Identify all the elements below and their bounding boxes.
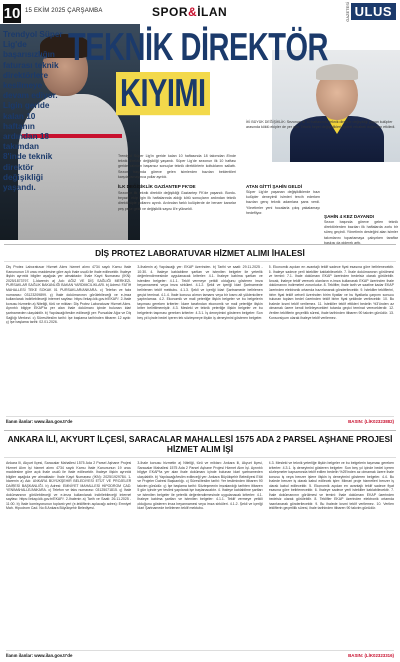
notice-column-1: Ankara İli, Akyurt İlçesi, Saracalar Mahallesi 1575 Ada 2 Parsel Aşhane Projesi Hizmet Alım İşi hizmet alımı 4734 sayılı Kamu İhale Kanununun 19 uncu maddesine göre açık ihale usulü ile ihale edilecektir. İhaleye ilişkin ayrıntılı bilgiler aşağıda yer almaktadır: İhale Kayıt Numarası (İKN): 2025/1929784. 1-İdarenin a) Adı: ANKARA BÜYÜKŞEHİR BELEDİYESİ ETÜT VE PROJELER DAİRESİ BAŞKANLIĞI. b) Adresi: EMNİYET MAHALLESİ HİPODROM CAD. YENİMAHALLE/ANKARA. c) Telefon ve faks numarası: 03125071815. ç) İhale dokümanının görülebileceği ve e-imza kullanılarak indirilebileceği internet sayfası: https://ekap.kik.gov.tr/EKAP/. 2-İhalenin a) Tarih ve Saati: 26.11.2025 - 11:00. b) İhale komisyonunun toplantı yeri (e-tekliflerin açılacağı adres): Emniyet Mah. Hipodrom Cad. No:5 Ankara Büyükşehir Belediyesi. bbox=[6, 461, 132, 510]
section-title bbox=[152, 5, 227, 19]
brand-tag: GAZETESİ bbox=[344, 1, 350, 22]
tender-notice-dental bbox=[4, 244, 396, 424]
page-number: 10 bbox=[3, 5, 21, 22]
lead-paragraph-2: Sezonun ilk teknik direktör değişikliği Gaziantep FK'de yaşandı. Bordo-beyazlı ekip ligin ilk haftalarında aldığı kötü sonuçların ardından teknik direktörüyle yollarını ayırdı. Ardından farklı kulüplerde de benzer kararlar peş peşe geldi ve değişiklik sayısı 8'e yükseldi. bbox=[118, 191, 236, 211]
notice-column-2: 3-İhale konusu hizmetin a) Niteliği, türü ve miktarı: Ankara İli, Akyurt İlçesi, Saracalar Mahallesi 1575 Ada 2 Parsel Aşhane Projesi Hizmet Alım İşi. Ayrıntılı bilgiye EKAP'ta yer alan ihale dokümanı içinde bulunan idari şartnameden ulaşılabilir. b) Yapılacağı/teslim edileceği yer: Ankara Büyükşehir Belediyesi Etüt ve Projeler Dairesi Başkanlığı. c) Süresi/teslim tarihi: Yer tesliminden itibaren 90 takvim günüdür. ç) İşe başlama tarihi: Sözleşmenin imzalandığı tarihten itibaren 5 gün içinde yer teslimi yapılarak işe başlanacaktır. 4. İhaleye katılabilme şartları ve istenilen belgeler ile yeterlik değerlendirmesinde uygulanacak kriterler: 4.1. İhaleye katılma şartları ve istenilen belgeler: 4.1.1. Teklif vermeye yetkili olduğunu gösteren imza beyannamesi veya imza sirküleri. 4.1.2. Şekli ve içeriği İdari Şartnamede belirlenen teklif mektubu. bbox=[137, 461, 263, 510]
notice-title: DİŞ PROTEZ LABORATUVAR HİZMET ALIMI İHALESİ bbox=[4, 245, 396, 262]
sub-headline: İLK DEĞİŞİKLİK GAZİANTEP FK'DE bbox=[118, 184, 196, 189]
notice-footer bbox=[6, 650, 394, 658]
notice-source: İlanın ilanlar: www.ilan.gov.tr'de bbox=[6, 419, 73, 424]
notice-code: BASIN: (LİK02323316) bbox=[348, 653, 394, 658]
headline-highlight: KIYIMI bbox=[116, 72, 210, 115]
notice-footer bbox=[6, 416, 394, 424]
notice-column-3: 5. Ekonomik açıdan en avantajlı teklif sadece fiyat esasına göre belirlenecektir. 6. İhaleye sadece yerli istekliler katılabilecektir. 7. İhale dokümanının görülmesi ve temini: 7.1. İhale dokümanı EKAP üzerinden bedelsiz olarak görülebilir. Ancak, ihaleye teklif verecek olanların e-imza kullanarak EKAP üzerinden ihale dokümanını indirmeleri zorunludur. 8. Teklifler, ihale tarih ve saatine kadar EKAP üzerinden elektronik ortamda hazırlanarak gönderilecektir. 9. İstekliler tekliflerini, birim fiyat teklif cetveli üzerinden birim fiyatlar ve bu fiyatlarla çarpımı sonucu bulunan toplam bedel üzerinden teklif birim fiyat şeklinde verilecektir. 10. Bu ihalede kısmi teklif verilemez. 11. İstekliler teklif ettikleri bedelin %3'ünden az olmamak üzere kendi belirleyecekleri tutarda geçici teminat vereceklerdir. 12. Verilen tekliflerin geçerlilik süresi, ihale tarihinden itibaren 90 takvim günüdür. 13. Konsorsiyum olarak ihaleye teklif verilemez. bbox=[268, 265, 394, 320]
brand-logo bbox=[345, 3, 396, 20]
section-separator: & bbox=[188, 5, 198, 19]
notice-body bbox=[4, 458, 396, 511]
brand-name: ULUS bbox=[351, 3, 396, 20]
issue-date: 15 EKİM 2025 ÇARŞAMBA bbox=[25, 8, 103, 14]
masthead bbox=[0, 0, 400, 24]
notice-body bbox=[4, 262, 396, 325]
notice-column-1: Diş Protez Laboratuvar Hizmet Alımı hizmet alımı 4734 sayılı Kamu İhale Kanununun 19 uncu maddesine göre açık ihale usulü ile ihale edilecektir. İhaleye ilişkin ayrıntılı bilgiler aşağıda yer almaktadır: İhale Kayıt Numarası (İKN): 2025/1873797. 1-İdarenin a) Adı: AĞIZ VE DİŞ SAĞLIĞI MERKEZİ-PURSAKLAR SAĞLIK BAKANLIĞI BAKAN YARDIMCILIKLARI. b) Adresi: FATİH MAHALLESİ TEKE SOKAK 01 PURSAKLAR/ANKARA. c) Telefon ve faks numarası: 03123209899. ç) İhale dokümanının görülebileceği ve e-imza kullanılarak indirilebileceği internet sayfası: https://ekap.kik.gov.tr/EKAP/. 2-İhale konusu hizmetin a) Niteliği, türü ve miktarı: Diş Protez Laboratuvar Hizmet Alımı. Ayrıntılı bilgiye EKAP'ta yer alan ihale dokümanı içinde bulunan idari şartnameden ulaşılabilir. b) Yapılacağı/teslim edileceği yer: Pursaklar Ağız ve Diş Sağlığı Merkezi. c) Süresi/teslim tarihi: İşe başlama tarihinden itibaren 12 aydır. ç) İşe başlama tarihi: 02.01.2026. bbox=[6, 265, 132, 325]
side-headline-2: ŞAHİN 4 KEZ DAYANDI bbox=[324, 214, 374, 219]
side-headline-1: ATAN GİTTİ ŞAHİN GELDİ bbox=[246, 184, 302, 189]
section-left: SPOR bbox=[152, 5, 189, 19]
section-right: İLAN bbox=[197, 5, 228, 19]
headline-line-2 bbox=[116, 72, 210, 117]
tender-notice-ashane bbox=[4, 430, 396, 658]
headline-line-1: TEKNİK DİREKTÖR bbox=[68, 26, 328, 70]
photo-caption: İKİ BÜYÜK DEĞİŞİKLİK: Sezonun ilk 10 haftasında teknik direktör değişikliği yapan kulüpler arasında köklü ekipler de yer aldı. Teknik heyet değişiklikleri ligdeki rekabeti doğrudan etkiledi. bbox=[246, 120, 396, 130]
side-text-1: Süper Lig'de yaşanan değişikliklerde bazı kulüpler deneyimli isimleri tercih ederken bazıları genç teknik adamlara şans verdi. Yönetimler yeni hocalarla çıkış yakalamayı hedefliyor. bbox=[246, 190, 320, 215]
notice-column-3: 4.3. Mesleki ve teknik yeterliğe ilişkin belgeler ve bu belgelerin taşıması gereken kriterler: 4.3.1. İş deneyimini gösteren belgeler: Son beş yıl içinde bedel içeren sözleşmeler kapsamında teklif edilen bedelin %25'inden az olmamak üzere ihale konusu iş veya benzer işlere ilişkin iş deneyimini gösteren belgeler. 4.4. Bu ihalede benzer iş olarak kabul edilecek işler: Mimari proje hizmetleri benzer iş olarak kabul edilecektir. 5. Ekonomik açıdan en avantajlı teklif sadece fiyat esasına göre belirlenecektir. 6. İhaleye sadece yerli istekliler katılabilecektir. 7. İhale dokümanının görülmesi ve temini: İhale dokümanı EKAP üzerinden bedelsiz olarak görülebilir. 8. Teklifler EKAP üzerinden elektronik ortamda hazırlanarak gönderilecektir. 9. Bu ihalede kısmi teklif verilemez. 10. Verilen tekliflerin geçerlilik süresi, ihale tarihinden itibaren 90 takvim günüdür. bbox=[268, 461, 394, 510]
story-kicker: Trendyol Süper Lig'de başarısızlığın faturası teknik direktörlere kesilmeye devam ediyor. Ligin geride kalan 10 haftanın ardından 18 takımdan 8'inde teknik direktör değişikliği yaşandı. bbox=[3, 30, 63, 193]
notice-column-2: 3-İhalenin a) Yapılacağı yer: EKAP üzerinden. b) Tarihi ve saati: 29.11.2025 - 10:30. 4. İhaleye katılabilme şartları ve istenilen belgeler ile yeterlik değerlendirmesinde uygulanacak kriterler: 4.1. İhaleye katılma şartları ve istenilen belgeler: 4.1.1. Teklif vermeye yetkili olduğunu gösteren imza beyannamesi veya imza sirküleri. 4.1.2. Şekli ve içeriği İdari Şartnamede belirlenen teklif mektubu. 4.1.3. Şekli ve içeriği İdari Şartnamede belirlenen geçici teminat. 4.1.4. İhale konusu alımın tamamı veya bir kısmı alt yüklenicilere yaptırılamaz. 4.2. Ekonomik ve mali yeterliğe ilişkin belgeler ve bu belgelerin taşıması gereken kriterler: İdare tarafından ekonomik ve mali yeterliğe ilişkin kriter belirtilmemiştir. 4.3. Mesleki ve teknik yeterliğe ilişkin belgeler ve bu belgelerin taşıması gereken kriterler: 4.3.1. İş deneyimini gösteren belgeler: Son beş yıl içinde bedel içeren tek sözleşmeye ilişkin iş deneyimini gösteren belgeler. bbox=[137, 265, 263, 320]
lead-paragraph-1: Trendyol Süper Lig'in geride kalan 10 haftasında 18 takımdan 8'inde teknik direktör değişikliği yaşandı. Süper Lig'de sezonun ilk 10 haftası geride kalırken başarısız sonuçlar teknik direktörlerin koltuklarını sallattı. Sezon başında göreve gelen isimlerden bazıları beklentileri karşılayamayınca yollar ayrıldı. bbox=[118, 154, 236, 179]
notice-source: İlanın ilanlar: www.ilan.gov.tr'de bbox=[6, 653, 73, 658]
side-text-2: Sezon başında göreve gelen teknik direktörlerden bazıları ilk haftalarda zorlu bir süreç geçirdi. Yönetimin desteğini alan isimler takımlarını toparlamaya çalışırken taraftar baskısı da giderek arttı. bbox=[324, 220, 398, 245]
notice-title: ANKARA İLİ, AKYURT İLÇESİ, SARACALAR MAHALLESİ 1575 ADA 2 PARSEL AŞHANE PROJESİ HİZMET ALIM İŞİ bbox=[4, 431, 396, 458]
hero-story bbox=[0, 24, 400, 245]
notice-code: BASIN: (LİK02323882) bbox=[348, 419, 394, 424]
